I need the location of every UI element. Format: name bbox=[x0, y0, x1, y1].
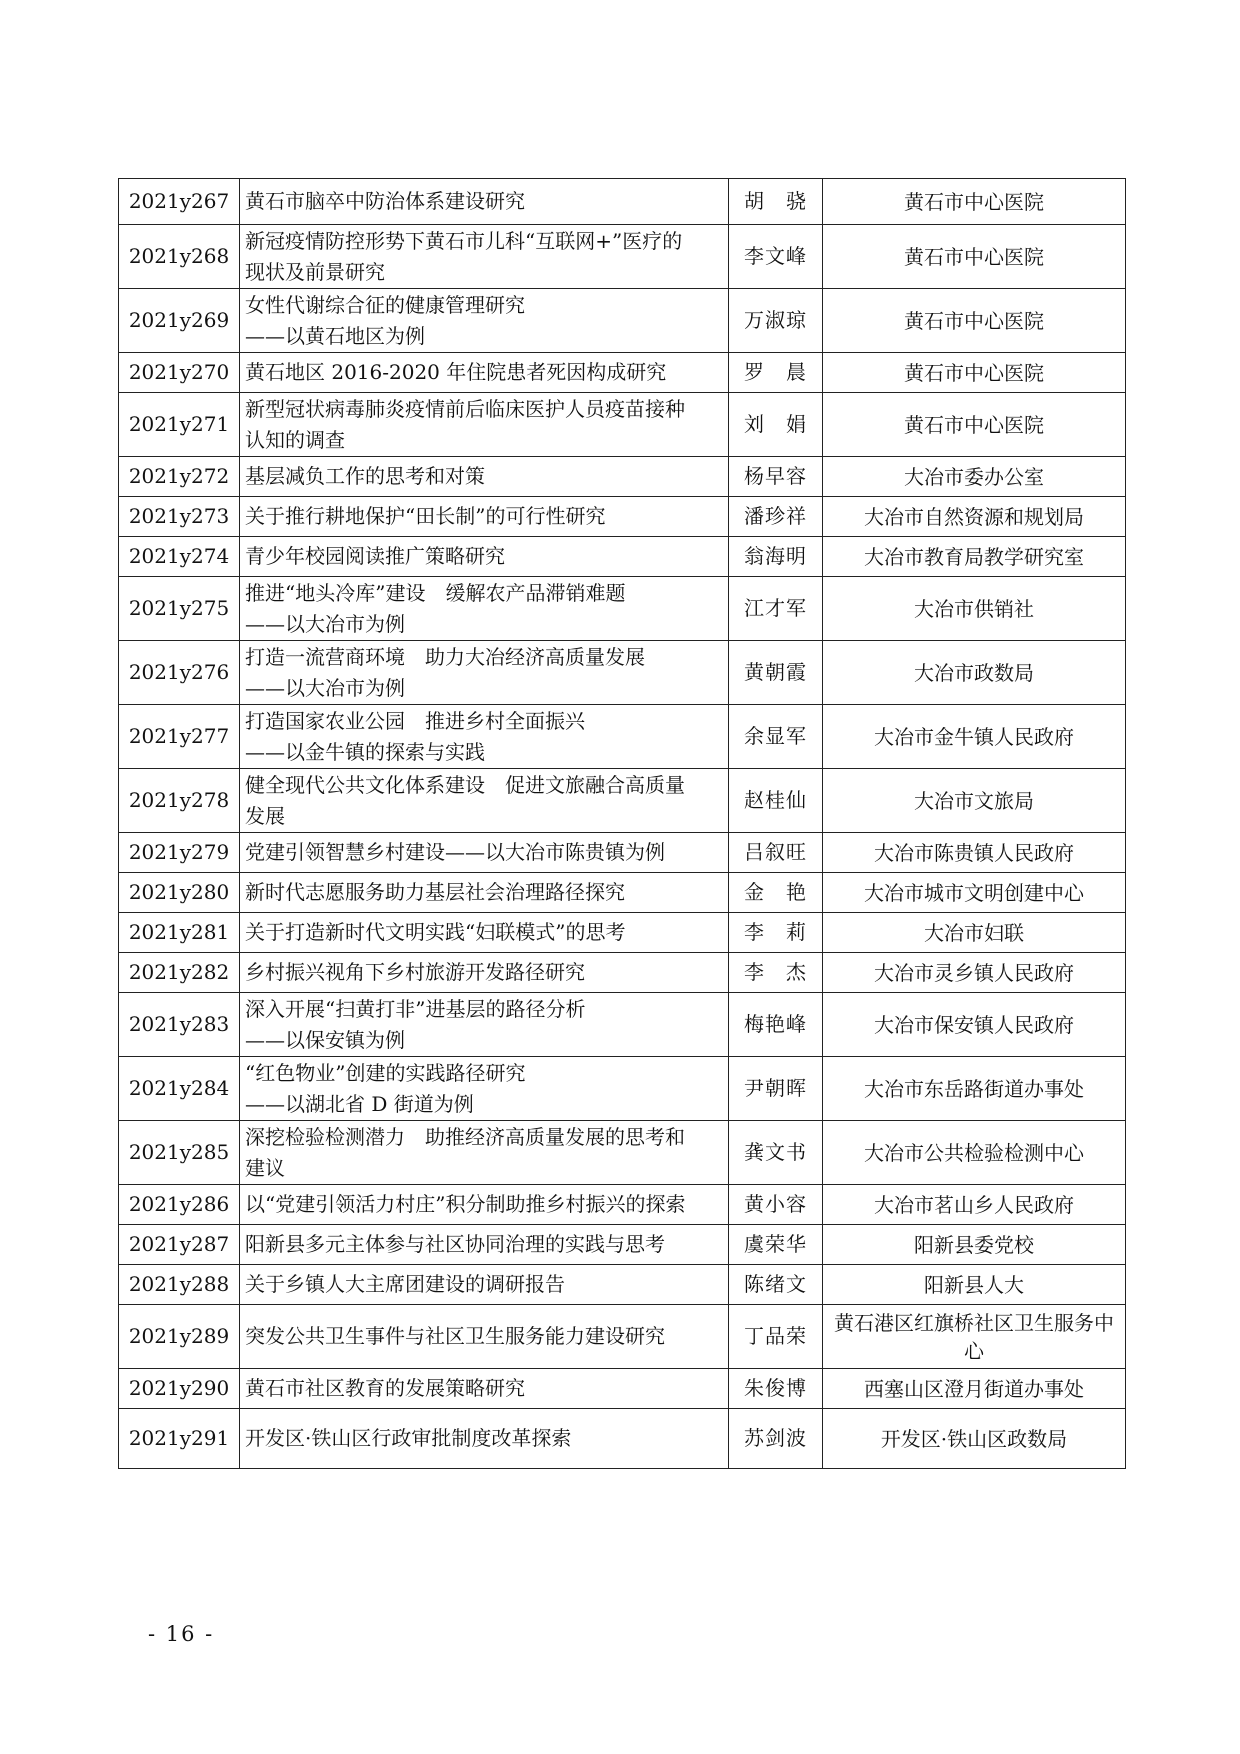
cell-author: 梅艳峰 bbox=[729, 993, 823, 1057]
title-line: 青少年校园阅读推广策略研究 bbox=[245, 544, 505, 568]
cell-organization: 黄石市中心医院 bbox=[823, 179, 1126, 225]
cell-project-title bbox=[240, 833, 729, 873]
table-row bbox=[119, 537, 1126, 577]
cell-project-id: 2021y290 bbox=[119, 1369, 240, 1409]
table-row bbox=[119, 457, 1126, 497]
table-row bbox=[119, 1409, 1126, 1469]
title-line: 黄石地区 2016-2020 年住院患者死因构成研究 bbox=[245, 360, 667, 384]
research-topics-table bbox=[118, 178, 1126, 1469]
cell-author: 丁品荣 bbox=[729, 1305, 823, 1369]
cell-project-title bbox=[240, 1409, 729, 1469]
title-line: 现状及前景研究 bbox=[245, 259, 385, 284]
cell-author: 李文峰 bbox=[729, 225, 823, 289]
title-line: 新时代志愿服务助力基层社会治理路径探究 bbox=[245, 880, 625, 904]
cell-project-id: 2021y288 bbox=[119, 1265, 240, 1305]
title-line: 发展 bbox=[245, 803, 285, 828]
title-line: 党建引领智慧乡村建设——以大冶市陈贵镇为例 bbox=[245, 840, 665, 864]
cell-project-id: 2021y279 bbox=[119, 833, 240, 873]
table-row bbox=[119, 1305, 1126, 1369]
cell-project-title bbox=[240, 577, 729, 641]
page-number: - 16 - bbox=[148, 1622, 215, 1646]
cell-project-title bbox=[240, 769, 729, 833]
table-row bbox=[119, 993, 1126, 1057]
title-line: 黄石市社区教育的发展策略研究 bbox=[245, 1376, 525, 1400]
cell-organization: 大冶市教育局教学研究室 bbox=[823, 537, 1126, 577]
table-row bbox=[119, 1121, 1126, 1185]
cell-project-title bbox=[240, 1225, 729, 1265]
cell-project-id: 2021y269 bbox=[119, 289, 240, 353]
cell-project-id: 2021y273 bbox=[119, 497, 240, 537]
cell-project-id: 2021y268 bbox=[119, 225, 240, 289]
cell-organization: 大冶市保安镇人民政府 bbox=[823, 993, 1126, 1057]
title-line: 关于打造新时代文明实践“妇联模式”的思考 bbox=[245, 920, 626, 944]
title-line: 女性代谢综合征的健康管理研究 bbox=[245, 292, 525, 317]
cell-organization: 开发区·铁山区政数局 bbox=[823, 1409, 1126, 1469]
title-line: 以“党建引领活力村庄”积分制助推乡村振兴的探索 bbox=[245, 1192, 686, 1216]
table-row bbox=[119, 1057, 1126, 1121]
cell-project-id: 2021y275 bbox=[119, 577, 240, 641]
table-row bbox=[119, 833, 1126, 873]
cell-author: 翁海明 bbox=[729, 537, 823, 577]
cell-project-id: 2021y271 bbox=[119, 393, 240, 457]
cell-organization: 阳新县委党校 bbox=[823, 1225, 1126, 1265]
cell-project-id: 2021y282 bbox=[119, 953, 240, 993]
table-row bbox=[119, 577, 1126, 641]
cell-project-title bbox=[240, 537, 729, 577]
cell-organization: 黄石市中心医院 bbox=[823, 353, 1126, 393]
cell-project-title bbox=[240, 1265, 729, 1305]
cell-author: 罗 晨 bbox=[729, 353, 823, 393]
title-line: 认知的调查 bbox=[245, 427, 345, 452]
table-row bbox=[119, 1225, 1126, 1265]
cell-project-title bbox=[240, 1121, 729, 1185]
cell-project-title bbox=[240, 873, 729, 913]
title-line: 乡村振兴视角下乡村旅游开发路径研究 bbox=[245, 960, 585, 984]
cell-author: 赵桂仙 bbox=[729, 769, 823, 833]
cell-project-id: 2021y280 bbox=[119, 873, 240, 913]
title-line: 深入开展“扫黄打非”进基层的路径分析 bbox=[245, 996, 586, 1021]
cell-author: 金 艳 bbox=[729, 873, 823, 913]
table-row bbox=[119, 953, 1126, 993]
table-row bbox=[119, 289, 1126, 353]
title-line: ——以保安镇为例 bbox=[245, 1027, 405, 1052]
table-body bbox=[119, 179, 1126, 1469]
table-row bbox=[119, 179, 1126, 225]
cell-project-id: 2021y287 bbox=[119, 1225, 240, 1265]
cell-author: 尹朝晖 bbox=[729, 1057, 823, 1121]
cell-project-title bbox=[240, 913, 729, 953]
cell-project-id: 2021y278 bbox=[119, 769, 240, 833]
cell-project-id: 2021y277 bbox=[119, 705, 240, 769]
cell-project-title bbox=[240, 457, 729, 497]
title-line: “红色物业”创建的实践路径研究 bbox=[245, 1060, 526, 1085]
cell-project-id: 2021y274 bbox=[119, 537, 240, 577]
cell-organization: 大冶市妇联 bbox=[823, 913, 1126, 953]
title-line: 突发公共卫生事件与社区卫生服务能力建设研究 bbox=[245, 1324, 665, 1348]
cell-project-title bbox=[240, 393, 729, 457]
cell-organization: 大冶市供销社 bbox=[823, 577, 1126, 641]
title-line: ——以大冶市为例 bbox=[245, 611, 405, 636]
cell-organization: 大冶市东岳路街道办事处 bbox=[823, 1057, 1126, 1121]
cell-author: 杨早容 bbox=[729, 457, 823, 497]
cell-organization: 大冶市公共检验检测中心 bbox=[823, 1121, 1126, 1185]
cell-author: 朱俊博 bbox=[729, 1369, 823, 1409]
cell-organization: 大冶市委办公室 bbox=[823, 457, 1126, 497]
cell-project-id: 2021y285 bbox=[119, 1121, 240, 1185]
cell-author: 黄朝霞 bbox=[729, 641, 823, 705]
cell-organization: 黄石市中心医院 bbox=[823, 289, 1126, 353]
title-line: 新型冠状病毒肺炎疫情前后临床医护人员疫苗接种 bbox=[245, 396, 685, 421]
cell-author: 刘 娟 bbox=[729, 393, 823, 457]
title-line: 阳新县多元主体参与社区协同治理的实践与思考 bbox=[245, 1232, 665, 1256]
table-row bbox=[119, 873, 1126, 913]
title-line: 打造国家农业公园 推进乡村全面振兴 bbox=[245, 708, 585, 733]
title-line: 关于乡镇人大主席团建设的调研报告 bbox=[245, 1272, 565, 1296]
cell-organization: 黄石市中心医院 bbox=[823, 225, 1126, 289]
cell-author: 苏剑波 bbox=[729, 1409, 823, 1469]
table-row bbox=[119, 641, 1126, 705]
table-row bbox=[119, 353, 1126, 393]
cell-author: 余显军 bbox=[729, 705, 823, 769]
cell-project-title bbox=[240, 705, 729, 769]
table-row bbox=[119, 1265, 1126, 1305]
cell-author: 李 莉 bbox=[729, 913, 823, 953]
cell-project-title bbox=[240, 1185, 729, 1225]
cell-project-title bbox=[240, 179, 729, 225]
cell-author: 胡 骁 bbox=[729, 179, 823, 225]
cell-project-id: 2021y289 bbox=[119, 1305, 240, 1369]
cell-organization: 大冶市茗山乡人民政府 bbox=[823, 1185, 1126, 1225]
cell-organization: 大冶市金牛镇人民政府 bbox=[823, 705, 1126, 769]
table-row bbox=[119, 1185, 1126, 1225]
table-row bbox=[119, 769, 1126, 833]
cell-project-title bbox=[240, 289, 729, 353]
cell-project-id: 2021y284 bbox=[119, 1057, 240, 1121]
cell-author: 虞荣华 bbox=[729, 1225, 823, 1265]
title-line: 基层减负工作的思考和对策 bbox=[245, 464, 485, 488]
cell-organization: 大冶市陈贵镇人民政府 bbox=[823, 833, 1126, 873]
title-line: ——以黄石地区为例 bbox=[245, 323, 425, 348]
table-row bbox=[119, 913, 1126, 953]
cell-author: 吕叙旺 bbox=[729, 833, 823, 873]
cell-project-id: 2021y286 bbox=[119, 1185, 240, 1225]
cell-author: 陈绪文 bbox=[729, 1265, 823, 1305]
cell-project-title bbox=[240, 1057, 729, 1121]
cell-organization: 大冶市自然资源和规划局 bbox=[823, 497, 1126, 537]
cell-project-title bbox=[240, 641, 729, 705]
table-row bbox=[119, 705, 1126, 769]
cell-author: 黄小容 bbox=[729, 1185, 823, 1225]
cell-organization: 大冶市政数局 bbox=[823, 641, 1126, 705]
cell-author: 李 杰 bbox=[729, 953, 823, 993]
cell-project-title bbox=[240, 953, 729, 993]
cell-project-id: 2021y267 bbox=[119, 179, 240, 225]
cell-organization: 大冶市文旅局 bbox=[823, 769, 1126, 833]
title-line: 健全现代公共文化体系建设 促进文旅融合高质量 bbox=[245, 772, 685, 797]
table-row bbox=[119, 1369, 1126, 1409]
cell-project-title bbox=[240, 353, 729, 393]
title-line: 关于推行耕地保护“田长制”的可行性研究 bbox=[245, 504, 606, 528]
title-line: 建议 bbox=[245, 1155, 285, 1180]
cell-project-title bbox=[240, 1369, 729, 1409]
cell-project-id: 2021y281 bbox=[119, 913, 240, 953]
cell-project-title bbox=[240, 497, 729, 537]
cell-organization: 黄石市中心医院 bbox=[823, 393, 1126, 457]
cell-author: 万淑琼 bbox=[729, 289, 823, 353]
cell-project-id: 2021y276 bbox=[119, 641, 240, 705]
title-line: 开发区·铁山区行政审批制度改革探索 bbox=[245, 1426, 572, 1450]
cell-project-title bbox=[240, 1305, 729, 1369]
title-line: ——以大冶市为例 bbox=[245, 675, 405, 700]
title-line: ——以金牛镇的探索与实践 bbox=[245, 739, 485, 764]
cell-project-title bbox=[240, 225, 729, 289]
cell-organization: 大冶市灵乡镇人民政府 bbox=[823, 953, 1126, 993]
cell-project-id: 2021y270 bbox=[119, 353, 240, 393]
table-row bbox=[119, 393, 1126, 457]
table-row bbox=[119, 225, 1126, 289]
cell-project-title bbox=[240, 993, 729, 1057]
title-line: 新冠疫情防控形势下黄石市儿科“互联网+”医疗的 bbox=[245, 228, 683, 253]
title-line: 深挖检验检测潜力 助推经济高质量发展的思考和 bbox=[245, 1124, 685, 1149]
cell-project-id: 2021y291 bbox=[119, 1409, 240, 1469]
cell-author: 江才军 bbox=[729, 577, 823, 641]
title-line: 打造一流营商环境 助力大冶经济高质量发展 bbox=[245, 644, 645, 669]
cell-organization: 阳新县人大 bbox=[823, 1265, 1126, 1305]
title-line: 推进“地头冷库”建设 缓解农产品滞销难题 bbox=[245, 580, 626, 605]
cell-organization: 黄石港区红旗桥社区卫生服务中心 bbox=[823, 1305, 1126, 1369]
cell-author: 龚文书 bbox=[729, 1121, 823, 1185]
cell-organization: 大冶市城市文明创建中心 bbox=[823, 873, 1126, 913]
title-line: 黄石市脑卒中防治体系建设研究 bbox=[245, 189, 525, 213]
cell-project-id: 2021y272 bbox=[119, 457, 240, 497]
cell-project-id: 2021y283 bbox=[119, 993, 240, 1057]
table-row bbox=[119, 497, 1126, 537]
cell-organization: 西塞山区澄月街道办事处 bbox=[823, 1369, 1126, 1409]
cell-author: 潘珍祥 bbox=[729, 497, 823, 537]
title-line: ——以湖北省 D 街道为例 bbox=[245, 1091, 474, 1116]
